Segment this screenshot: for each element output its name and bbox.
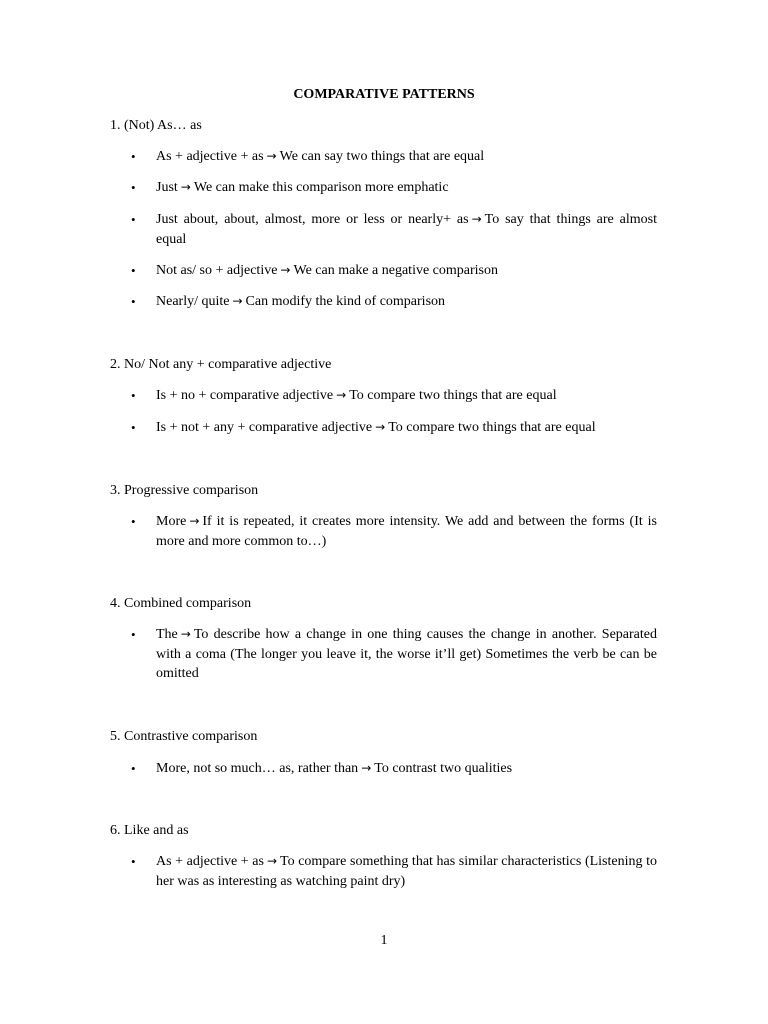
arrow-right-icon: → <box>361 761 372 775</box>
item-term: Nearly/ quite <box>156 294 230 309</box>
section-heading: 2. No/ Not any + comparative adjective <box>110 357 332 372</box>
item-description: To compare something that has similar characteristics (Listening to her was as interesting as watching paint dry) <box>156 854 657 889</box>
arrow-right-icon: → <box>280 263 291 277</box>
section-heading: 5. Contrastive comparison <box>110 729 258 744</box>
arrow-right-icon: → <box>266 149 277 163</box>
item-term: Is + no + comparative adjective <box>156 388 334 403</box>
item-term: The <box>156 627 178 642</box>
item-term: Just <box>156 180 178 195</box>
list-item <box>156 759 657 779</box>
section-heading: 3. Progressive comparison <box>110 483 259 498</box>
item-description: To compare two things that are equal <box>349 388 557 403</box>
arrow-right-icon: → <box>471 212 482 226</box>
section-heading: 1. (Not) As… as <box>110 118 202 133</box>
item-description: We can say two things that are equal <box>279 149 485 164</box>
bullet-icon: • <box>131 514 136 529</box>
item-term: Not as/ so + adjective <box>156 263 278 278</box>
item-term: More <box>156 514 187 529</box>
item-description: To contrast two qualities <box>374 761 513 776</box>
list-item <box>156 386 657 406</box>
arrow-right-icon: → <box>266 854 278 868</box>
item-description: To describe how a change in one thing causes the change in another. Separated with a coma (The longer you leave it, the worse it’ll get) Sometimes the verb be can be omitted <box>156 627 657 681</box>
arrow-right-icon: → <box>336 388 347 402</box>
bullet-icon: • <box>131 212 136 227</box>
arrow-right-icon: → <box>375 420 386 434</box>
bullet-icon: • <box>131 263 136 278</box>
list-item <box>156 261 657 281</box>
item-term: As + adjective + as <box>156 149 264 164</box>
list-item <box>156 147 657 167</box>
list-item <box>156 625 657 684</box>
item-term: Is + not + any + comparative adjective <box>156 420 373 435</box>
item-description: Can modify the kind of comparison <box>245 294 446 309</box>
item-description: We can make this comparison more emphatic <box>193 180 449 195</box>
section-heading: 4. Combined comparison <box>110 596 252 611</box>
list-item <box>156 418 657 438</box>
page-title: COMPARATIVE PATTERNS <box>293 87 475 102</box>
bullet-icon: • <box>131 149 136 164</box>
item-term: More, not so much… as, rather than <box>156 761 359 776</box>
arrow-right-icon: → <box>232 294 243 308</box>
arrow-right-icon: → <box>180 627 191 641</box>
item-description: If it is repeated, it creates more intensity. We add and between the forms (It is more and more common to…) <box>156 514 657 549</box>
bullet-icon: • <box>131 420 136 435</box>
bullet-icon: • <box>131 854 136 869</box>
item-description: To say that things are almost equal <box>156 212 658 247</box>
bullet-icon: • <box>131 388 136 403</box>
bullet-icon: • <box>131 294 136 309</box>
arrow-right-icon: → <box>189 514 200 528</box>
list-item <box>156 292 657 312</box>
bullet-icon: • <box>131 627 136 642</box>
list-item <box>156 852 657 891</box>
page-number: 1 <box>380 933 388 948</box>
list-item <box>156 210 657 249</box>
list-item <box>156 512 657 551</box>
item-term: As + adjective + as <box>156 854 264 869</box>
item-term: Just about, about, almost, more or less or nearly+ as <box>156 212 469 227</box>
bullet-icon: • <box>131 180 136 195</box>
item-description: We can make a negative comparison <box>293 263 498 278</box>
bullet-icon: • <box>131 761 136 776</box>
list-item <box>156 178 657 198</box>
section-heading: 6. Like and as <box>110 823 189 838</box>
item-description: To compare two things that are equal <box>388 420 596 435</box>
arrow-right-icon: → <box>180 180 191 194</box>
